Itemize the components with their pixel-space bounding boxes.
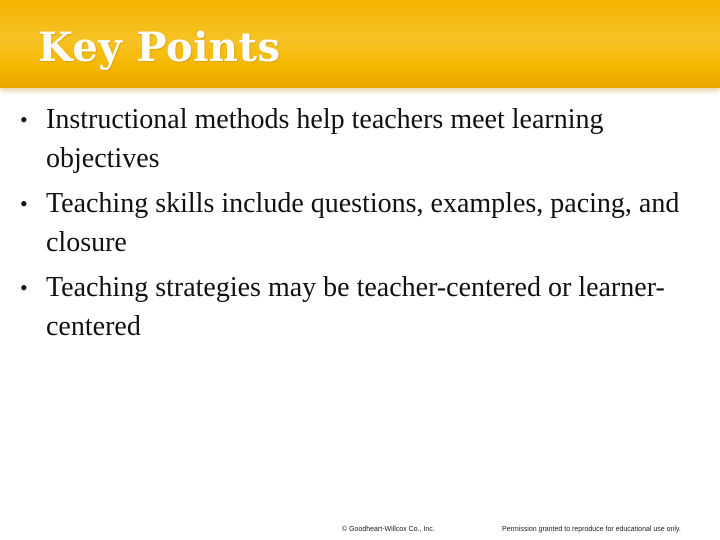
bullet-text: Teaching strategies may be teacher-centered or learner-centered — [46, 272, 665, 342]
footer-permission: Permission granted to reproduce for educational use only. — [502, 526, 681, 533]
footer-copyright: © Goodheart-Willcox Co., Inc. — [342, 526, 435, 533]
slide-title: Key Points — [38, 24, 281, 71]
bullet-item — [20, 184, 700, 262]
bullet-item — [20, 268, 700, 346]
bullet-text: Instructional methods help teachers meet learning objectives — [46, 104, 604, 174]
bullet-item — [20, 100, 700, 178]
bullet-dot-icon: • — [20, 275, 28, 300]
title-bar — [0, 0, 720, 88]
bullet-list — [20, 100, 700, 352]
bullet-text: Teaching skills include questions, examples, pacing, and closure — [46, 188, 680, 258]
bullet-dot-icon: • — [20, 191, 28, 216]
bullet-dot-icon: • — [20, 107, 28, 132]
